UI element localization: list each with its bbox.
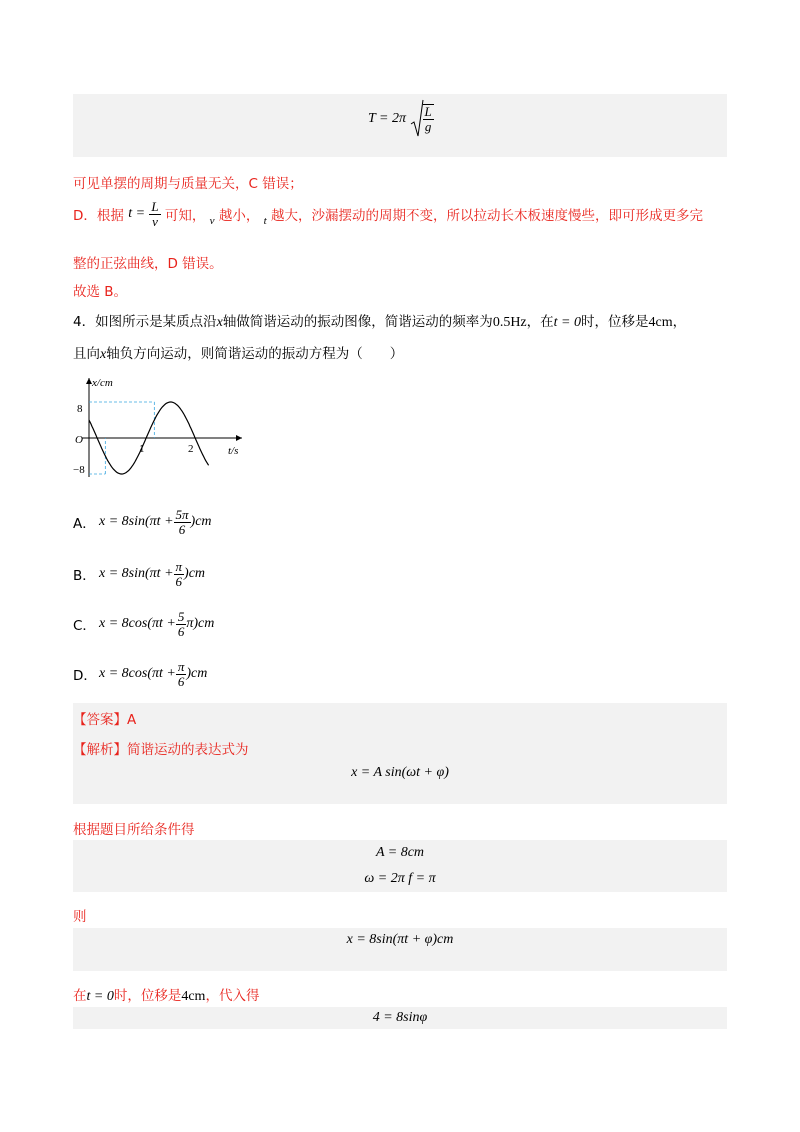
formula-sub: 4 = 8sinφ xyxy=(372,1010,428,1025)
xtick-1: 1 xyxy=(139,443,145,455)
pendulum-formula xyxy=(368,98,434,140)
formula-general: x = A sin(ωt + φ) xyxy=(351,765,449,780)
given-label: 根据题目所给条件得 xyxy=(73,822,195,838)
formula-A: A = 8cm xyxy=(375,845,425,860)
then-label: 则 xyxy=(73,909,87,925)
sqrt-sign xyxy=(410,98,424,140)
origin-label: O xyxy=(75,434,83,446)
explain-d-line2: 整的正弦曲线，D 错误。 xyxy=(73,256,223,272)
question-line1: 4．如图所示是某质点沿x轴做简谐运动的振动图像，简谐运动的频率为0.5Hz，在t = 0时，位移是4cm， xyxy=(73,314,687,330)
answer: 【答案】A xyxy=(73,712,137,728)
explain-d: D．根据 t = $\frac{L}{v}$ 可知， $_v$ 越小， $_t$ 越大，沙漏摆动的周期不变，所以拉动长木板速度慢些，即可形成更多完 xyxy=(73,199,704,229)
pendulum-lhs: T = 2π xyxy=(368,111,406,126)
choose-answer: 故选 B。 xyxy=(73,284,128,300)
option-a: A． x = 8sin(πt + $\frac{5\pi}{6}$ )cm xyxy=(73,507,212,537)
y-axis-label: x/cm xyxy=(92,377,113,389)
option-c: C． x = 8cos(πt + $\frac{5}{6}$ π)cm xyxy=(73,609,215,639)
formula-x: x = 8sin(πt + φ)cm xyxy=(346,932,454,947)
sqrt-denominator: g xyxy=(424,119,432,134)
sqrt-numerator: L xyxy=(424,104,432,120)
ytick-bottom: −8 xyxy=(73,464,85,476)
sub-label: 在t = 0时，位移是4cm，代入得 xyxy=(73,988,260,1004)
vibration-graph xyxy=(72,372,252,487)
question-line2: 且向x轴负方向运动，则简谐运动的振动方程为（ ） xyxy=(73,346,404,362)
xtick-2: 2 xyxy=(188,443,194,455)
explain-c: 可见单摆的周期与质量无关，C 错误； xyxy=(73,176,303,192)
option-b: B． x = 8sin(πt + $\frac{\pi}{6}$ )cm xyxy=(73,559,206,589)
ytick-top: 8 xyxy=(77,403,83,415)
x-axis-label: t/s xyxy=(228,445,239,457)
option-d: D． x = 8cos(πt + $\frac{\pi}{6}$ )cm xyxy=(73,659,208,689)
analysis-label: 【解析】简谐运动的表达式为 xyxy=(73,742,249,758)
formula-omega: ω = 2π f = π xyxy=(364,871,436,886)
